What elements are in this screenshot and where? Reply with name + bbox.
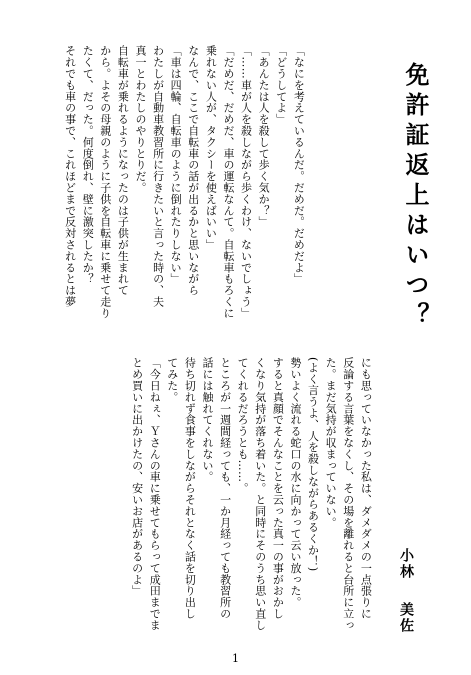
text-line: 「どうしてよ」: [274, 45, 288, 125]
text-line: 勢いよく流れる蛇口の水に向かって云い放った。: [288, 357, 302, 608]
text-line: すると真顔でそんなことを云った真一の事がおかし: [271, 357, 285, 620]
text-line: ところが一週間経っても、一か月経っても教習所の: [218, 357, 232, 620]
text-line: 乗れない人が、タクシーを使えばいい」: [204, 45, 218, 251]
text-line: にも思っていなかった私は、ダメダメの一点張りに: [359, 357, 373, 620]
text-line: 自転車が乗れるようになったのは子供が生まれて: [116, 45, 130, 296]
page-number: 1: [232, 652, 239, 665]
text-line: たくて、だった。何度倒れ、壁に激突したか？: [81, 45, 95, 285]
author-given-name: 美佐: [398, 602, 414, 634]
text-line: 待ち切れず食事をしながらそれとなく話を切り出し: [183, 357, 197, 620]
text-line: 「だめだ、だめだ、車の運転なんて。自転車もろくに: [221, 45, 235, 319]
text-line: てみた。: [165, 357, 179, 403]
text-line: 「あんたは人を殺して歩く気か？」: [257, 45, 271, 228]
author-surname: 小林: [398, 548, 414, 580]
text-line: てくれるだろうとも……。: [236, 357, 250, 494]
text-line: くなり気持が落ち着いた。と同時にそのうち思い直し: [253, 357, 267, 631]
text-line: わたしが自動車教習所に行きたいと言った時の、夫: [151, 45, 165, 308]
text-line: (よく言うよ、人を殺しながらあるくか！): [306, 357, 320, 572]
body-text-lower: [128, 357, 374, 631]
text-line: 「車は四輪、自転車のように倒れたりしない」: [169, 45, 183, 285]
author-name: [398, 548, 414, 634]
text-line: た。まだ気持が収まっていない。: [324, 357, 338, 528]
document-title: 免許証返上はいつ？: [401, 62, 430, 332]
text-line: 「なにを考えているんだ。だめだ。だめだよ」: [292, 45, 306, 285]
text-line: 「……車が人を殺しながら歩くわけ、ないでしょう」: [239, 45, 253, 319]
body-text-upper: [61, 45, 307, 319]
text-line: 話には触れてくれない。: [200, 357, 214, 483]
text-line: とめ買いに出かけたの、安いお店があるのよ」: [130, 357, 144, 597]
text-line: それでも車の事で、これほどまで反対されるとは夢: [63, 45, 77, 308]
text-line: 反論する言葉をなくし、その場を離れると台所に立っ: [341, 357, 355, 631]
text-line: なんで、ここで自転車の話が出るかと思いながら: [186, 45, 200, 296]
text-line: 真一とわたしのやりとりだ。: [133, 45, 147, 194]
text-line: 「今日ねぇ、Ｙさんの車に乗せてもらって成田までま: [148, 357, 162, 631]
text-line: から。よその母親のように子供を自転車に乗せて走り: [98, 45, 112, 319]
